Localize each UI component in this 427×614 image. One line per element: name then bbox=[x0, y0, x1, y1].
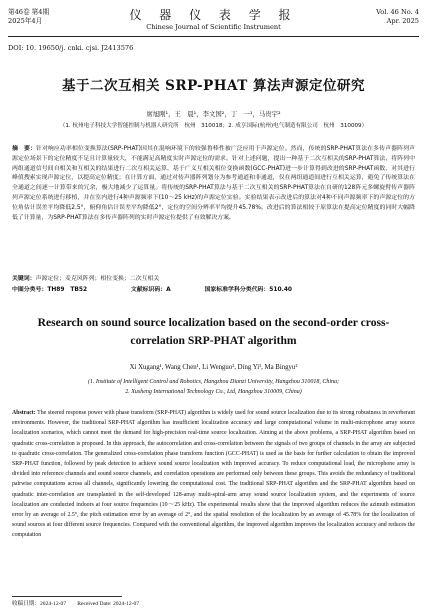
header-rule bbox=[8, 36, 419, 37]
doc-code-cn: 文献标识码：A bbox=[130, 287, 171, 293]
journal-header bbox=[8, 8, 419, 34]
date-en: Apr. 2025 bbox=[386, 17, 419, 25]
authors-cn: 席旭刚¹，王 晨¹，李文国²，丁 一¹，马贵宇² bbox=[146, 110, 281, 118]
journal-name-en: Chinese Journal of Scientific Instrument bbox=[146, 23, 281, 31]
affiliation-en bbox=[0, 377, 427, 397]
footer-rule bbox=[12, 596, 122, 597]
keywords-cn-row bbox=[12, 273, 415, 282]
subject-code-cn: 国家标准学科分类代码：510.40 bbox=[204, 287, 293, 293]
title-cn: 基于二次互相关 SRP-PHAT 算法声源定位研究 bbox=[61, 78, 366, 94]
volume-cn: 第46卷 第4期 bbox=[8, 8, 50, 16]
abstract-cn-label: 摘 要： bbox=[12, 146, 36, 152]
abstract-en bbox=[12, 408, 415, 541]
authors-en: Xi Xugang¹, Wang Chen¹, Li Wenguo², Ding Yi¹, Ma Bingyu² bbox=[129, 364, 298, 371]
affiliation-en-2: 2. Xusheng International Technology Co., Ltd, Hangzhou 310009, China) bbox=[125, 389, 302, 395]
date-cn: 2025年4月 bbox=[8, 17, 43, 25]
abstract-en-text: The steered response power with phase transform (SRP-PHAT) algorithm is widely used for sound source localization due to its strong robustness in reverberant environments. However, the traditional SRP-PHAT algorithm has insufficient localization accuracy and large computational volume in multi-microphone array source localization scenarios, which cannot meet the demand for high-precision real-time source localization. Aiming at the above problems, a SRP-PHAT algorithm based on quadratic cross-correlation is proposed. In this approach, the autocorrelation and cross-correlation between the signals of two groups of channels in the array are subjected to quadratic cross-correlation. The generalized cross-correlation phase transform function (GCC-PHAT) is used as the basis for further calculation to obtain the improved SRP-PHAT function, followed by peak detection to achieve sound source localization with improved accuracy. To reduce computational load, the microphone array is divided into reference channels and sound source channels, and correlation operations are performed only between these groups. This avoids the redundancy of traditional pairwise computations across all channels, significantly lowering the computational cost. The traditional SRP-PHAT algorithm and the SRP-PHAT algorithm based on quadratic inter-correlation are transplanted in the self-developed 128-array multi-spiral-arm array sound source localization system, and the experiments of source localization are conducted indoors at four source frequencies (10～25 kHz). The experimental results show that the improved algorithm reduces the azimuth estimation error by an average of 2.5°, the pitch estimation error by an average of 2°, and the spatial resolution of the localization by an average of 45.78% for the localization of sound sources at four different source frequencies. Compared with the conventional algorithm, the improved algorithm improves the localization accuracy and reduces the computation bbox=[12, 410, 415, 539]
abstract-en-label: Abstract: bbox=[12, 410, 36, 416]
title-en: Research on sound source localization based on the second-order cross-correlation SRP-PHAT algorithm bbox=[37, 316, 390, 347]
received-date: 收稿日期：2024-12-07 Received Date: 2024-12-07 bbox=[12, 601, 140, 607]
abstract-cn bbox=[12, 145, 415, 223]
volume-en: Vol. 46 No. 4 bbox=[376, 8, 419, 16]
classification-cn: 中图分类号：TH89 TB52 bbox=[12, 287, 88, 293]
keywords-cn-label: 关键词： bbox=[12, 276, 36, 282]
affiliation-en-1: (1. Institute of Intelligent Control and Robotics, Hangzhou Dianzi University, Hangzhou 310018, China; bbox=[87, 379, 340, 385]
doi-line[interactable]: DOI: 10. 19650/j. cnki. cjsi. J2413576 bbox=[8, 44, 134, 52]
header-right bbox=[376, 8, 419, 26]
classification-row bbox=[12, 284, 415, 293]
header-center bbox=[8, 8, 419, 32]
journal-name-cn: 仪 器 仪 表 学 报 bbox=[129, 8, 298, 22]
abstract-cn-text: 针对响应功率相位变换算法(SRP-PHAT)因其在混响环境下的较强鲁棒性被广泛应用于声源定位。然而，传统的SRP-PHAT算法在多传声器阵列声源定位场景下的定位精度不足且计算量较大，不能满足高精度实时声源定位的需求。针对上述问题，提出一种基于二次互相关的SRP-PHAT算法，将阵列中两组通道信号间自相关和互相关的结果进行二次互相关运算，基于广义互相关相位变换函数(GCC-PHAT)进一步计算得到改进的SRP-PHAT函数，对其进行峰值搜索实现声源定位，以提高定位精度；在计算方面，通过对传声器阵列划分为参考通道和非通道，仅在两组通道间进行互相关运算，避免了传统算法在全通道之间逐一计算带来的冗余，极大地减少了运算量。将传统的SRP-PHAT算法与基于二次互相关的SRP-PHAT算法在自研的128阵元多螺旋臂传声器阵列声源定位系统进行移植，并在室内进行4种声源频率下(10～25 kHz)的声源定位实验。实验结果表示改进后的算法对4种不同声源频率下的声源定位的方位角估计误差平均降低2.5°，俯仰角估计误差平均降低2°，定位的空间分辨率平均提升45.78%。改进后的算法相较于原算法在提高定位精度的同时大幅降低了计算量，为SRP-PHAT算法在多传声器阵列的实时声源定位提供了有效解决方案。 bbox=[12, 146, 415, 221]
affiliation-cn: （1. 杭州电子科技大学智能控制与机器人研究所 杭州 310018；2. 成亨国际(杭州)电气制造有限公司 杭州 310009） bbox=[59, 123, 368, 129]
keywords-cn: 声源定位；麦克风阵列；相位变换；二次互相关 bbox=[35, 276, 160, 282]
